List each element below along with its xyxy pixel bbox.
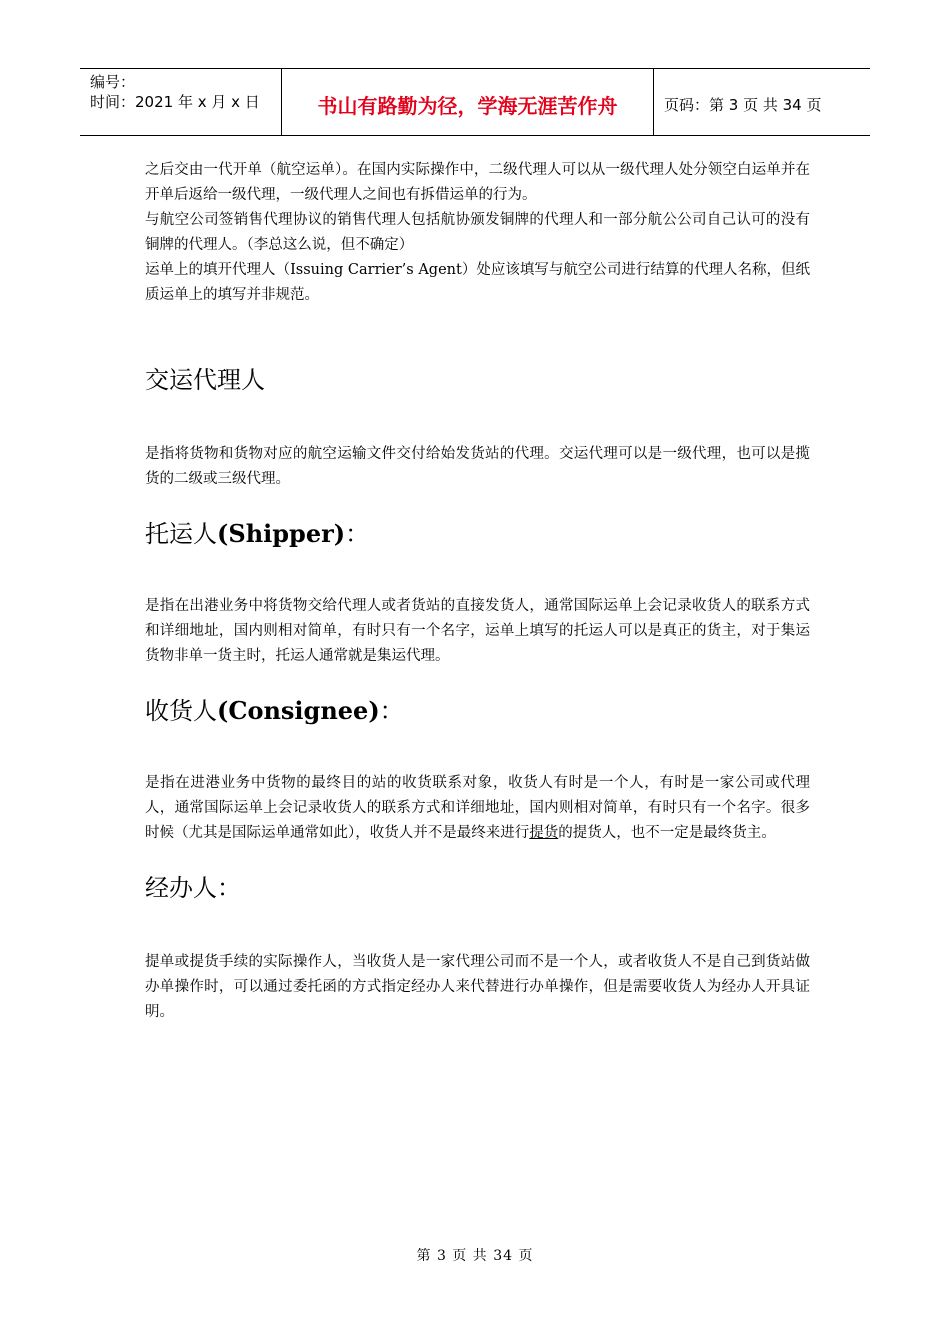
header-page-info: 页码：第 3 页 共 34 页 — [664, 95, 822, 114]
section-title-shipper — [145, 518, 810, 550]
section-title-shipper-colon: ： — [345, 520, 370, 548]
header-meta-cell — [80, 69, 282, 135]
section-title-consignee — [145, 695, 810, 727]
intro-paragraph-2: 与航空公司签销售代理协议的销售代理人包括航协颁发铜牌的代理人和一部分航公公司自己认可的没有铜牌的代理人。（李总这么说，但不确定） — [145, 212, 810, 253]
section-title-consignee-en: (Consignee) — [217, 696, 380, 725]
section-title-consignee-cn: 收货人 — [145, 697, 217, 725]
section-body-consignee — [145, 771, 810, 846]
pickup-link[interactable]: 提货 — [529, 825, 559, 841]
section-title-consignee-colon: ： — [379, 697, 404, 725]
section-title-handler: 经办人： — [145, 874, 241, 902]
date-label: 时间：2021 年 x 月 x 日 — [90, 93, 260, 111]
section-title-shipper-cn: 托运人 — [145, 520, 217, 548]
consignee-body-part-a: 是指在进港业务中货物的最终目的站的收货联系对象，收货人有时是一个人，有时是一家公司或代理人，通常国际运单上会记录收货人的联系方式和详细地址，国内则相对简单，有时只有一个名字。很多时候（尤其是国际运单通常如此），收货人并不是最终来进行 — [145, 775, 810, 841]
serial-number-label: 编号： — [90, 73, 136, 91]
section-title-shipper-en: (Shipper) — [217, 519, 346, 548]
section-body-handler: 提单或提货手续的实际操作人，当收货人是一家代理公司而不是一个人，或者收货人不是自己到货站做办单操作时，可以通过委托函的方式指定经办人来代替进行办单操作，但是需要收货人为经办人开具证明。 — [145, 954, 810, 1020]
section-body-delivery-agent: 是指将货物和货物对应的航空运输文件交付给始发货站的代理。交运代理可以是一级代理，也可以是揽货的二级或三级代理。 — [145, 446, 810, 487]
intro-paragraph-3: 运单上的填开代理人（Issuing Carrier’s Agent）处应该填写与航空公司进行结算的代理人名称，但纸质运单上的填写并非规范。 — [145, 262, 810, 303]
section-body-shipper: 是指在出港业务中将货物交给代理人或者货站的直接发货人，通常国际运单上会记录收货人的联系方式和详细地址，国内则相对简单，有时只有一个名字，运单上填写的托运人可以是真正的货主，对于集运货物非单一货主时，托运人通常就是集运代理。 — [145, 598, 810, 664]
header-motto: 书山有路勤为径，学海无涯苦作舟 — [282, 69, 654, 135]
document-body — [145, 158, 810, 1025]
consignee-body-part-b: 的提货人，也不一定是最终货主。 — [558, 825, 776, 841]
section-title-delivery-agent: 交运代理人 — [145, 366, 265, 394]
page-footer: 第 3 页 共 34 页 — [416, 1248, 534, 1264]
page-header — [80, 68, 870, 136]
intro-paragraph-1: 之后交由一代开单（航空运单）。在国内实际操作中，二级代理人可以从一级代理人处分领空白运单并在开单后返给一级代理，一级代理人之间也有拆借运单的行为。 — [145, 162, 810, 203]
